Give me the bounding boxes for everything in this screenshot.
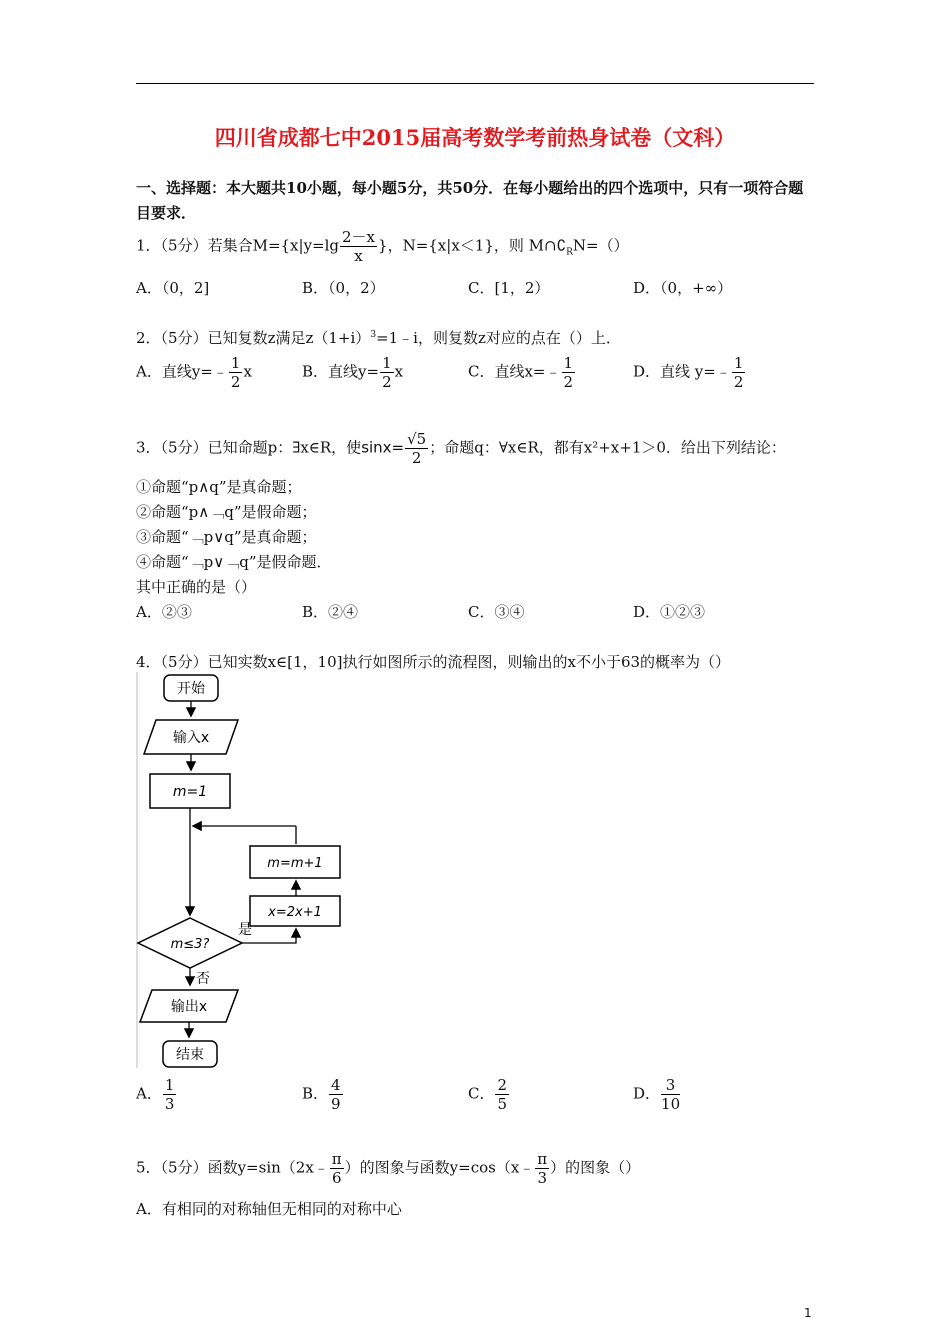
q1-text-end: N=（） (572, 236, 629, 255)
section-heading: 一、选择题：本大题共10小题，每小题5分，共50分．在每小题给出的四个选项中，只有一项符合题目要求． (136, 179, 804, 222)
q2-option-c (468, 354, 576, 391)
q1-fraction (340, 228, 377, 265)
question-4: 4．（5分）已知实数x∈[1，10]执行如图所示的流程图，则输出的x不小于63的概率为（） (136, 653, 731, 671)
q2-d-num: 1 (733, 354, 744, 372)
q1-frac-den: x (354, 247, 363, 265)
q3-option-a: A．②③ (136, 603, 192, 621)
question-5 (136, 1150, 640, 1187)
q3-item-1: ①命题“p∧q”是真命题； (136, 478, 302, 496)
question-2 (136, 327, 621, 348)
q3-frac-den: 2 (411, 449, 422, 467)
header-rule (136, 83, 814, 84)
q2-d-fraction (732, 354, 746, 391)
q1-subscript: R (566, 247, 573, 258)
q5-num2: π (537, 1150, 548, 1168)
q2-b-pre: B．直线y= (302, 362, 380, 381)
question-3 (136, 430, 786, 467)
flow-inc-label: m=m+1 (267, 856, 323, 871)
q3-fraction (405, 430, 428, 467)
q3-text-pre: 3．（5分）已知命题p：∃x∈R，使 (136, 438, 362, 457)
q2-superscript: 3 (370, 330, 377, 340)
q2-b-post: x (394, 362, 404, 381)
question-1 (136, 228, 629, 265)
q4-b-label: B． (302, 1084, 329, 1103)
q5-text-mid: ）的图象与函数y=cos（x﹣ (344, 1158, 535, 1177)
q4-d-fraction (661, 1076, 680, 1113)
q1-option-d: D．（0，+∞） (633, 279, 733, 297)
q3-item-3: ③命题“﹁p∨q”是真命题； (136, 528, 317, 546)
q3-item-2: ②命题“p∧﹁q”是假命题； (136, 503, 317, 521)
q4-option-c (468, 1076, 510, 1113)
q3-option-b: B．②④ (302, 603, 359, 621)
q4-c-label: C． (468, 1084, 495, 1103)
flow-output-label: 输出x (170, 999, 208, 1015)
q4-a-den: 3 (164, 1095, 175, 1113)
q4-option-b (302, 1076, 344, 1113)
flow-end-label: 结束 (176, 1047, 204, 1063)
q5-text-post: ）的图象（） (550, 1158, 641, 1177)
q2-b-den: 2 (382, 373, 392, 391)
q4-d-den: 10 (661, 1095, 681, 1113)
q1-text-pre: 1．（5分）若集合M={x|y=lg (136, 236, 340, 255)
q2-b-fraction (380, 354, 394, 391)
q5-fraction-2 (535, 1150, 549, 1187)
q2-c-fraction (562, 354, 576, 391)
flow-yes-label: 是 (238, 922, 252, 938)
q2-option-a (136, 354, 252, 391)
page-title: 四川省成都七中2015届高考数学考前热身试卷（文科） (214, 125, 736, 150)
q4-a-label: A． (136, 1084, 162, 1103)
q2-option-b (302, 354, 403, 391)
q2-a-den: 2 (230, 373, 241, 391)
flow-condition-label: m≤3? (170, 937, 210, 952)
flow-update-label: x=2x+1 (268, 905, 322, 920)
q2-c-pre: C．直线x=﹣ (468, 362, 561, 381)
q4-b-num: 4 (331, 1076, 341, 1094)
q5-num1: π (331, 1150, 342, 1168)
q3-text-post: ；命题q：∀x∈R，都有x²+x+1＞0．给出下列结论： (429, 438, 786, 457)
q3-item-4: ④命题“﹁p∨﹁q”是假命题． (136, 553, 332, 571)
q1-option-b: B．（0，2） (302, 279, 385, 297)
flow-no-label: 否 (196, 971, 210, 987)
q2-text-end: =1﹣i，则复数z对应的点在（）上． (376, 329, 621, 347)
q4-option-d (633, 1076, 681, 1113)
q4-d-label: D． (633, 1084, 661, 1103)
q2-a-num: 1 (230, 354, 241, 372)
q1-option-c: C．[1，2） (468, 279, 550, 297)
q4-c-fraction (495, 1076, 509, 1113)
q5-text-pre: 5．（5分）函数y=sin（2x﹣ (136, 1158, 329, 1177)
q2-c-den: 2 (563, 373, 574, 391)
q3-sinx: sinx= (361, 438, 405, 457)
q2-a-pre: A．直线y=﹣ (136, 362, 228, 381)
flow-start-label: 开始 (177, 681, 205, 697)
q3-frac-num: √5 (407, 430, 427, 448)
q2-option-d (633, 354, 746, 391)
q4-b-fraction (329, 1076, 343, 1113)
q5-den2: 3 (537, 1169, 547, 1187)
q2-d-pre: D．直线 y=﹣ (633, 362, 731, 381)
flowchart (130, 670, 350, 1070)
page-number: 1 (804, 1306, 812, 1320)
q4-b-den: 9 (331, 1095, 341, 1113)
q4-c-num: 2 (497, 1076, 508, 1094)
q3-option-c: C．③④ (468, 603, 525, 621)
q2-d-den: 2 (733, 373, 744, 391)
flow-input-label: 输入x (172, 730, 210, 746)
q1-text-post: }，N={x|x＜1}，则 M∩∁ (378, 236, 567, 255)
q4-a-num: 1 (164, 1076, 175, 1094)
q2-text: 2．（5分）已知复数z满足z（1+i） (136, 329, 371, 347)
q2-a-post: x (243, 362, 252, 381)
q5-option-a: A．有相同的对称轴但无相同的对称中心 (136, 1200, 402, 1218)
flow-init-label: m=1 (172, 784, 208, 800)
q4-d-num: 3 (661, 1076, 680, 1095)
q2-c-num: 1 (563, 354, 574, 372)
q4-option-a (136, 1076, 177, 1113)
q3-option-d: D．①②③ (633, 603, 706, 621)
q4-c-den: 5 (497, 1095, 508, 1113)
q5-fraction-1 (330, 1150, 344, 1187)
q2-a-fraction (229, 354, 243, 391)
q4-a-fraction (163, 1076, 177, 1113)
q5-den1: 6 (331, 1169, 342, 1187)
q1-frac-num: 2－x (342, 228, 376, 246)
q3-ask: 其中正确的是（） (136, 578, 257, 596)
q1-option-a: A．（0，2] (136, 279, 210, 297)
q2-b-num: 1 (382, 354, 392, 372)
